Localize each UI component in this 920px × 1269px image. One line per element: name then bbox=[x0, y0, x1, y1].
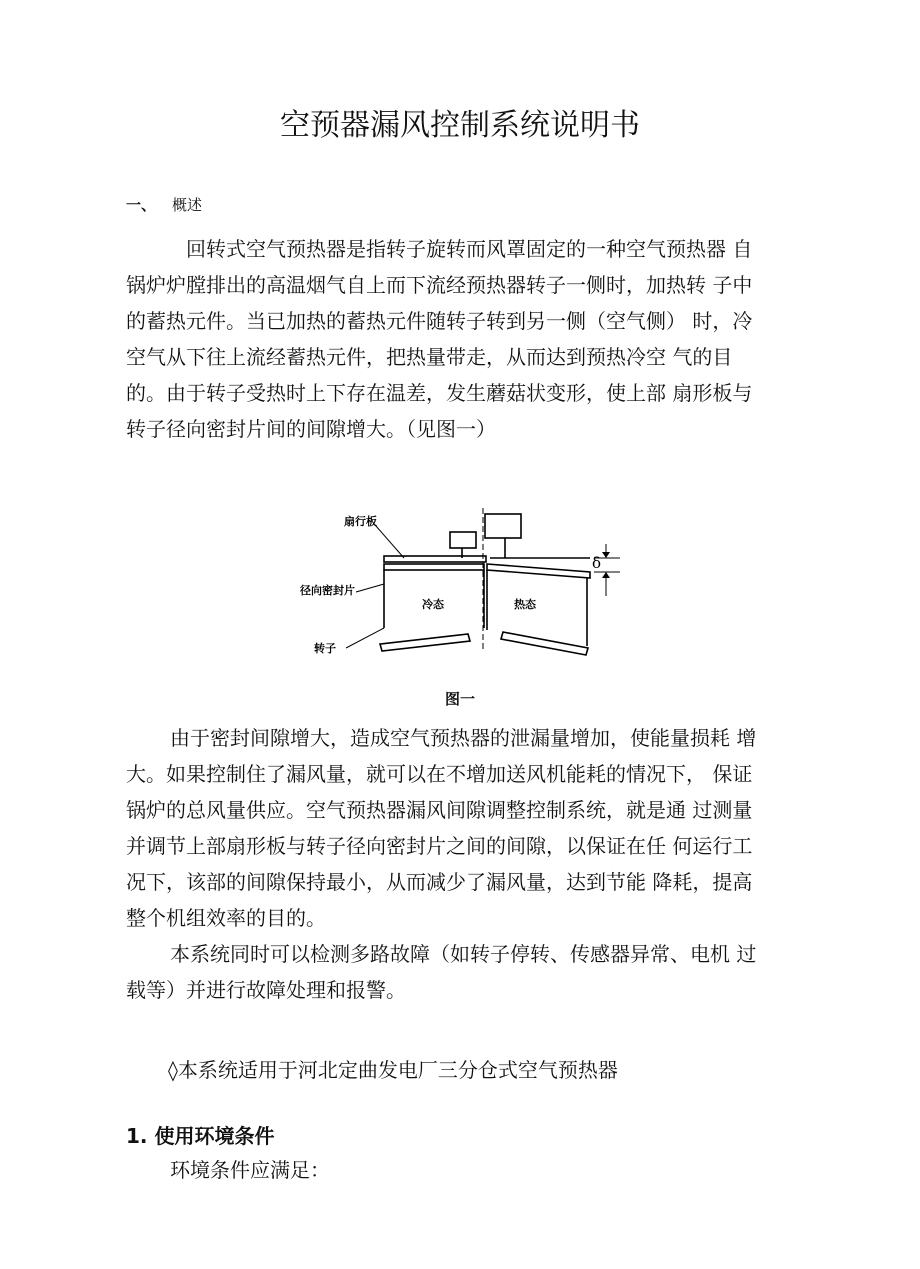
para2-line: 况下，该部的间隙保持最小，从而减少了漏风量，达到节能 降耗，提高 bbox=[126, 870, 753, 894]
para2-line: 由于密封间隙增大，造成空气预热器的泄漏量增加，使能量损耗 增 bbox=[170, 726, 757, 750]
environment-line: 环境条件应满足： bbox=[170, 1158, 330, 1182]
label-hot-state: 热态 bbox=[514, 598, 536, 611]
intro-line: 回转式空气预热器是指转子旋转而风罩固定的一种空气预热器 自 bbox=[186, 237, 753, 261]
document-title: 空预器漏风控制系统说明书 bbox=[280, 108, 640, 143]
section-overview-heading bbox=[126, 194, 202, 215]
radial-seal-right bbox=[487, 564, 590, 578]
label-delta: δ bbox=[592, 554, 602, 572]
applicability-note: ◊本系统适用于河北定曲发电厂三分仓式空气预热器 bbox=[168, 1058, 618, 1082]
label-radial-seal: 径向密封片 bbox=[300, 584, 355, 597]
bottom-seal-right bbox=[501, 632, 588, 655]
label-rotor: 转子 bbox=[314, 642, 336, 655]
figure-caption: 图一 bbox=[444, 690, 475, 708]
sector-plate-left bbox=[384, 556, 486, 562]
para2-line: 锅炉的总风量供应。空气预热器漏风间隙调整控制系统，就是通 过测量 bbox=[126, 798, 753, 822]
radial-seal-left bbox=[384, 564, 484, 570]
label-sector-plate: 扇行板 bbox=[344, 515, 377, 528]
label-cold-state: 冷态 bbox=[422, 598, 444, 611]
intro-line: 的。由于转子受热时上下存在温差，发生蘑菇状变形，使上部 扇形板与 bbox=[126, 381, 753, 405]
intro-line: 空气从下往上流经蓄热元件，把热量带走，从而达到预热冷空 气的目 bbox=[126, 345, 733, 369]
actuator-box-left bbox=[450, 532, 476, 548]
figure-rotor-diagram bbox=[290, 500, 630, 670]
para2-line: 并调节上部扇形板与转子径向密封片之间的间隙，以保证在任 何运行工 bbox=[126, 834, 753, 858]
delta-arrow-top bbox=[602, 552, 610, 558]
section-environment-heading: 1. 使用环境条件 bbox=[126, 1124, 275, 1148]
section-number: 一、 bbox=[126, 196, 157, 214]
actuator-box-right bbox=[485, 514, 521, 538]
para2-line: 整个机组效率的目的。 bbox=[126, 906, 326, 930]
intro-line: 转子径向密封片间的间隙增大。（见图一） bbox=[126, 417, 496, 441]
intro-line: 的蓄热元件。当已加热的蓄热元件随转子转到另一侧（空气侧） 时，冷 bbox=[126, 309, 753, 333]
para3-line: 本系统同时可以检测多路故障（如转子停转、传感器异常、电机 过 bbox=[170, 942, 757, 966]
delta-arrow-bottom bbox=[602, 572, 610, 578]
para3-line: 载等）并进行故障处理和报警。 bbox=[126, 978, 406, 1002]
bottom-seal-left bbox=[380, 634, 470, 651]
para2-line: 大。如果控制住了漏风量，就可以在不增加送风机能耗的情况下， 保证 bbox=[126, 762, 753, 786]
section-heading-text: 概述 bbox=[172, 196, 203, 214]
intro-line: 锅炉炉膛排出的高温烟气自上而下流经预热器转子一侧时，加热转 子中 bbox=[126, 273, 753, 297]
